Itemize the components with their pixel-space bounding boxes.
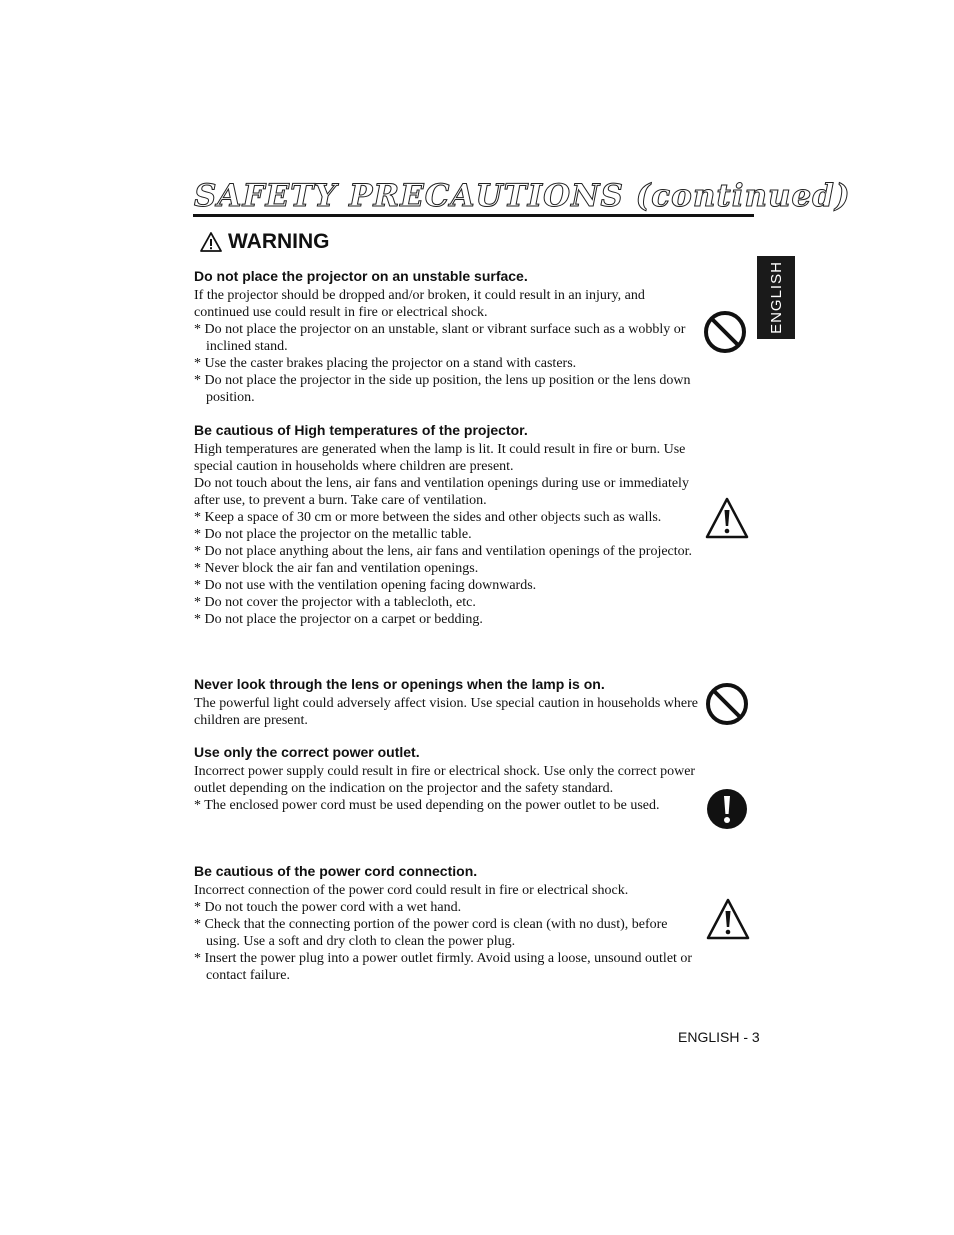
language-tab-label: ENGLISH [767, 261, 785, 334]
section-paragraph: High temperatures are generated when the lamp is lit. It could result in fire or burn. Use special caution in households where children are present. [194, 442, 686, 474]
prohibition-icon [705, 682, 749, 726]
language-tab [757, 256, 795, 339]
section-paragraph: Do not touch about the lens, air fans and ventilation openings during use or immediately after use, to prevent a burn. Take care of ventilation. [194, 476, 689, 508]
section-heading: Do not place the projector on an unstable surface. [194, 268, 528, 284]
section-paragraph: Incorrect power supply could result in fire or electrical shock. Use only the correct power outlet depending on the indication on the projector and the safety standard. [194, 764, 696, 796]
caution-triangle-icon [704, 496, 750, 540]
list-item: * Never block the air fan and ventilation openings. [194, 560, 699, 577]
section-heading: Use only the correct power outlet. [194, 744, 420, 760]
warning-triangle-icon [200, 232, 222, 252]
list-item: * Do not place the projector on a carpet or bedding. [194, 611, 699, 628]
list-item: * Insert the power plug into a power outlet firmly. Avoid using a loose, unsound outlet or contact failure. [194, 950, 699, 984]
list-item: * Do not place the projector on the metallic table. [194, 526, 699, 543]
section-power-outlet [194, 744, 699, 814]
caution-triangle-icon [705, 897, 751, 941]
section-power-cord [194, 863, 699, 984]
section-bullets [194, 321, 699, 406]
list-item: * Do not touch the power cord with a wet hand. [194, 899, 699, 916]
list-item: * Use the caster brakes placing the projector on a stand with casters. [194, 355, 699, 372]
section-never-look [194, 676, 699, 729]
list-item: * Do not place the projector in the side up position, the lens up position or the lens down position. [194, 372, 699, 406]
prohibition-icon [703, 310, 747, 354]
section-paragraph: The powerful light could adversely affect vision. Use special caution in households where children are present. [194, 696, 698, 728]
list-item: * Do not cover the projector with a tablecloth, etc. [194, 594, 699, 611]
list-item: * Keep a space of 30 cm or more between the sides and other objects such as walls. [194, 509, 699, 526]
list-item: * The enclosed power cord must be used depending on the power outlet to be used. [194, 797, 699, 814]
page-footer: ENGLISH - 3 [678, 1029, 760, 1045]
section-bullets [194, 509, 699, 628]
section-high-temperatures [194, 422, 699, 628]
section-heading: Be cautious of the power cord connection. [194, 863, 478, 879]
list-item: * Do not use with the ventilation opening facing downwards. [194, 577, 699, 594]
section-bullets [194, 899, 699, 984]
list-item: * Do not place anything about the lens, air fans and ventilation openings of the projector. [194, 543, 699, 560]
warning-label: WARNING [228, 230, 330, 253]
list-item: * Check that the connecting portion of the power cord is clean (with no dust), before using. Use a soft and dry cloth to clean the power plug. [194, 916, 699, 950]
title-rule [193, 214, 754, 217]
section-paragraph: If the projector should be dropped and/or broken, it could result in an injury, and continued use could result in fire or electrical shock. [194, 288, 645, 320]
warning-heading [200, 230, 330, 254]
section-heading: Never look through the lens or openings when the lamp is on. [194, 676, 605, 692]
section-unstable-surface [194, 268, 699, 406]
section-heading: Be cautious of High temperatures of the projector. [194, 422, 528, 438]
section-bullets [194, 797, 699, 814]
section-paragraph: Incorrect connection of the power cord could result in fire or electrical shock. [194, 883, 629, 898]
list-item: * Do not place the projector on an unstable, slant or vibrant surface such as a wobbly or inclined stand. [194, 321, 699, 355]
mandatory-action-icon [706, 788, 748, 830]
page-title: SAFETY PRECAUTIONS (continued) [194, 178, 851, 214]
